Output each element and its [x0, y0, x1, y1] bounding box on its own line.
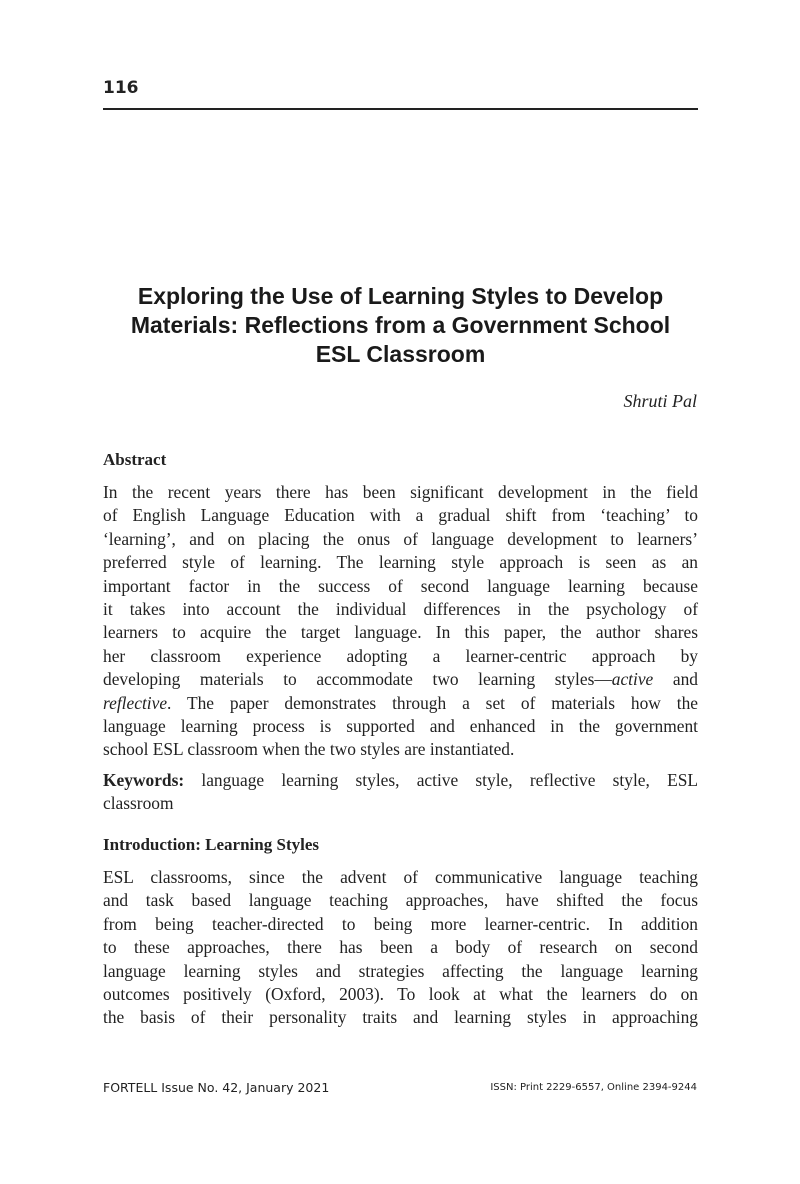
- keywords-list: language learning styles, active style, reflective style, ESL: [184, 770, 698, 790]
- text-line: the basis of their personality traits and learning styles in approaching: [103, 1007, 698, 1028]
- footer-issn: ISSN: Print 2229-6557, Online 2394-9244: [490, 1082, 697, 1093]
- title-line: ESL Classroom: [315, 341, 486, 367]
- text-line: language learning process is supported and enhanced in the government: [103, 716, 698, 737]
- footer-journal: FORTELL Issue No. 42, January 2021: [103, 1080, 330, 1095]
- text-fragment: developing materials to accommodate two learning styles—: [103, 669, 612, 690]
- text-line: language learning styles and strategies affecting the language learning: [103, 960, 698, 981]
- author-name: Shruti Pal: [623, 391, 697, 411]
- text-fragment: . The paper demonstrates through a set of materials how the: [167, 692, 698, 713]
- text-fragment: and: [653, 669, 698, 690]
- text-line: In the recent years there has been significant development in the field: [103, 482, 698, 502]
- text-line: outcomes positively (Oxford, 2003). To look at what the learners do on: [103, 984, 698, 1005]
- introduction-heading: Introduction: Learning Styles: [103, 835, 319, 854]
- italic-term-active: active: [611, 669, 654, 690]
- text-line: important factor in the success of second language learning because: [103, 575, 698, 596]
- text-line: [103, 668, 698, 691]
- text-line: [103, 692, 698, 715]
- text-line: her classroom experience adopting a learner-centric approach by: [103, 645, 698, 666]
- text-line: it takes into account the individual differences in the psychology of: [103, 599, 698, 620]
- keywords-line: classroom: [103, 793, 174, 814]
- abstract-text: [103, 481, 698, 762]
- header-rule: [103, 108, 698, 110]
- text-line: ‘learning’, and on placing the onus of language development to learners’: [103, 528, 698, 549]
- text-line: of English Language Education with a gradual shift from ‘teaching’ to: [103, 505, 698, 526]
- article-title: [103, 282, 698, 369]
- text-line: ESL classrooms, since the advent of communicative language teaching: [103, 867, 698, 887]
- keywords-line: [103, 769, 698, 792]
- keywords: [103, 769, 698, 816]
- italic-term-reflective: reflective: [103, 692, 168, 713]
- title-line: Materials: Reflections from a Government School: [130, 312, 671, 338]
- keywords-label: Keywords:: [103, 770, 185, 790]
- page-number: 116: [103, 78, 139, 98]
- introduction-text: [103, 866, 698, 1030]
- text-line: preferred style of learning. The learning style approach is seen as an: [103, 552, 698, 573]
- text-line: school ESL classroom when the two styles are instantiated.: [103, 739, 515, 760]
- text-line: learners to acquire the target language. In this paper, the author shares: [103, 622, 698, 643]
- abstract-heading: Abstract: [103, 450, 167, 469]
- text-line: and task based language teaching approaches, have shifted the focus: [103, 890, 698, 911]
- title-line: Exploring the Use of Learning Styles to Develop: [137, 283, 664, 309]
- text-line: from being teacher-directed to being more learner-centric. In addition: [103, 913, 698, 934]
- text-line: to these approaches, there has been a body of research on second: [103, 937, 698, 958]
